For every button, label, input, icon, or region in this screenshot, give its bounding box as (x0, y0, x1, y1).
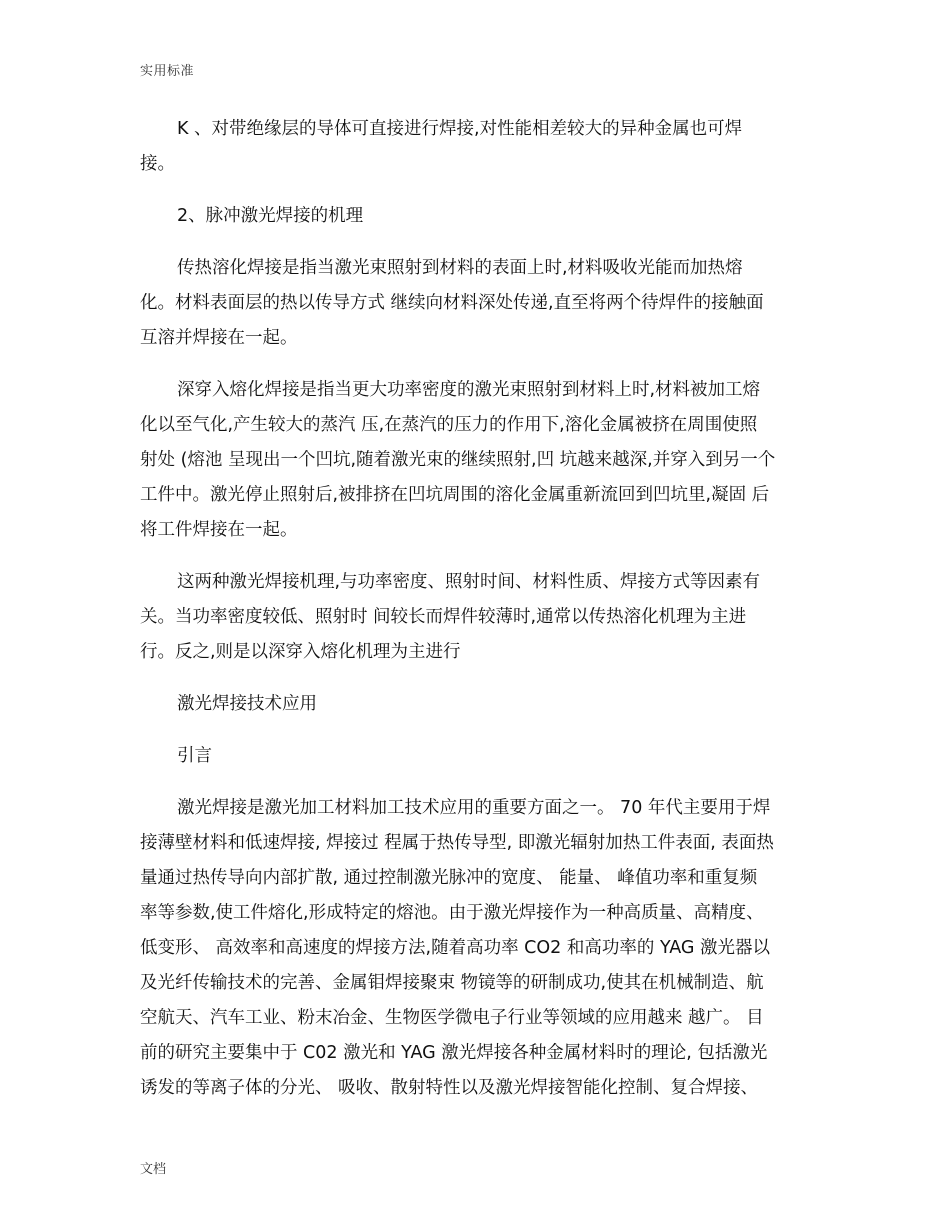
text-line: 传热溶化焊接是指当激光束照射到材料的表面上时,材料吸收光能而加热熔 (177, 258, 743, 278)
paragraph (140, 791, 812, 1106)
paragraph (140, 373, 812, 548)
page-footer: 文档 (140, 1162, 167, 1177)
section-heading (140, 739, 812, 774)
text-line: 射处 (熔池 呈现出一个凹坑,随着激光束的继续照射,凹 坑越来越深,并穿入到另一个 (140, 450, 776, 470)
text-line: 低变形、 高效率和高速度的焊接方法,随着高功率 CO2 和高功率的 YAG 激光器以 (140, 938, 771, 958)
section-heading (140, 199, 812, 234)
text-line: 工件中。激光停止照射后,被排挤在凹坑周围的溶化金属重新流回到凹坑里,凝固 后 (140, 485, 770, 505)
text-line: 这两种激光焊接机理,与功率密度、照射时间、材料性质、焊接方式等因素有 (177, 572, 761, 592)
document-body (140, 112, 812, 1123)
text-line: 关。当功率密度较低、照射时 间较长而焊件较薄时,通常以传热溶化机理为主进 (140, 607, 747, 627)
paragraph (140, 251, 812, 356)
paragraph (140, 565, 812, 670)
text-line: 激光焊接技术应用 (177, 694, 317, 714)
text-line: 将工件焊接在一起。 (140, 520, 298, 540)
text-line: 率等参数,使工件熔化,形成特定的熔池。由于激光焊接作为一种高质量、高精度、 (140, 903, 764, 923)
text-line: 接。 (140, 154, 175, 174)
paragraph (140, 112, 812, 182)
text-line: 互溶并焊接在一起。 (140, 328, 298, 348)
text-line: 激光焊接是激光加工材料加工技术应用的重要方面之一。 70 年代主要用于焊 (177, 798, 771, 818)
text-line: 化以至气化,产生较大的蒸汽 压,在蒸汽的压力的作用下,溶化金属被挤在周围使照 (140, 415, 758, 435)
text-line: 量通过热传导向内部扩散, 通过控制激光脉冲的宽度、 能量、 峰值功率和重复频 (140, 868, 758, 888)
text-line: 及光纤传输技术的完善、金属钼焊接聚束 物镜等的研制成功,使其在机械制造、航 (140, 973, 764, 993)
text-line: 2、脉冲激光焊接的机理 (177, 206, 364, 226)
text-line: 前的研究主要集中于 C02 激光和 YAG 激光焊接各种金属材料时的理论, 包括激光 (140, 1043, 768, 1063)
text-line: 化。材料表面层的热以传导方式 继续向材料深处传递,直至将两个待焊件的接触面 (140, 293, 764, 313)
page-header: 实用标准 (140, 64, 195, 79)
section-heading (140, 687, 812, 722)
text-line: K 、对带绝缘层的导体可直接进行焊接,对性能相差较大的异种金属也可焊 (177, 119, 743, 139)
text-line: 接薄壁材料和低速焊接, 焊接过 程属于热传导型, 即激光辐射加热工件表面, 表面热 (140, 833, 774, 853)
text-line: 空航天、汽车工业、粉末冶金、生物医学微电子行业等领域的应用越来 越广。 目 (140, 1008, 764, 1028)
text-line: 深穿入熔化焊接是指当更大功率密度的激光束照射到材料上时,材料被加工熔 (177, 380, 761, 400)
text-line: 行。反之,则是以深穿入熔化机理为主进行 (140, 642, 461, 662)
text-line: 引言 (177, 746, 212, 766)
text-line: 诱发的等离子体的分光、 吸收、散射特性以及激光焊接智能化控制、复合焊接、 (140, 1078, 759, 1098)
